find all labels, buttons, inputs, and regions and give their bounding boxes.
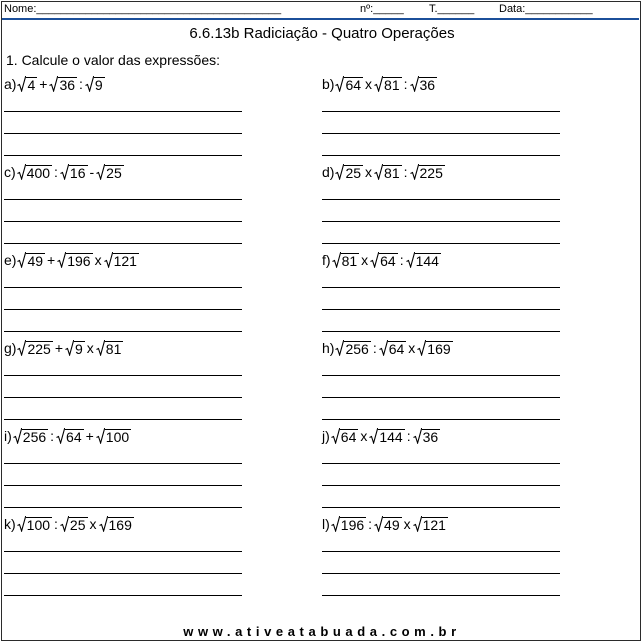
- radicand: 64: [340, 429, 357, 445]
- answer-line[interactable]: [322, 507, 560, 508]
- radical-icon: [413, 516, 422, 532]
- operator: :: [403, 164, 408, 180]
- answer-line[interactable]: [4, 507, 242, 508]
- exercise-label: d): [322, 164, 335, 180]
- expression: [322, 162, 445, 180]
- radical-icon: [96, 340, 105, 356]
- exercise-label: f): [322, 252, 331, 268]
- square-root: [104, 252, 139, 268]
- square-root: [57, 252, 92, 268]
- operator: x: [89, 516, 97, 532]
- radical-icon: [96, 428, 105, 444]
- operator: :: [54, 516, 58, 532]
- answer-line[interactable]: [4, 595, 242, 596]
- answer-line[interactable]: [322, 485, 560, 486]
- radical-icon: [85, 76, 94, 92]
- operator: +: [39, 76, 48, 92]
- radicand: 64: [388, 341, 405, 357]
- radicand: 121: [422, 517, 446, 533]
- radicand: 225: [27, 341, 51, 357]
- exercise-item: [322, 74, 562, 156]
- radicand: 144: [415, 253, 439, 269]
- radicand: 64: [66, 429, 82, 445]
- square-root: [17, 76, 37, 92]
- radicand: 9: [75, 341, 83, 357]
- square-root: [374, 76, 402, 92]
- radical-icon: [332, 252, 341, 268]
- operator: -: [89, 164, 95, 180]
- expression: [322, 338, 453, 356]
- radical-icon: [331, 428, 340, 444]
- radicand: 196: [340, 517, 365, 533]
- exercise-item: [322, 162, 562, 244]
- square-root: [60, 516, 88, 532]
- answer-line[interactable]: [4, 243, 242, 244]
- answer-line[interactable]: [322, 133, 560, 134]
- radicand: 36: [422, 429, 439, 445]
- radicand: 16: [69, 165, 86, 181]
- exercise-item: [322, 338, 562, 420]
- expression: [4, 250, 139, 268]
- square-root: [85, 76, 105, 92]
- answer-line[interactable]: [322, 419, 560, 420]
- operator: x: [403, 516, 411, 532]
- expression: [4, 338, 123, 356]
- square-root: [49, 76, 77, 92]
- square-root: [335, 164, 363, 180]
- operator: :: [50, 428, 55, 444]
- answer-line[interactable]: [4, 155, 242, 156]
- expression: [4, 426, 131, 444]
- exercise-item: [322, 250, 562, 332]
- operator: x: [365, 164, 373, 180]
- operator: :: [399, 252, 404, 268]
- square-root: [379, 340, 407, 356]
- operator: :: [368, 516, 373, 532]
- answer-line[interactable]: [322, 595, 560, 596]
- square-root: [96, 164, 124, 180]
- class-field: T.______: [429, 3, 475, 15]
- exercise-item: [4, 338, 244, 420]
- expression: [322, 426, 440, 444]
- answer-line[interactable]: [322, 551, 560, 552]
- operator: x: [408, 340, 416, 356]
- radicand: 400: [26, 165, 51, 181]
- radicand: 144: [379, 429, 403, 445]
- exercise-label: i): [4, 428, 12, 444]
- radicand: 169: [427, 341, 451, 357]
- answer-line[interactable]: [322, 243, 560, 244]
- answer-line[interactable]: [322, 309, 560, 310]
- instruction-text: 1. Calcule o valor das expressões:: [6, 52, 220, 68]
- square-root: [96, 340, 124, 356]
- radical-icon: [17, 76, 26, 92]
- expression: [322, 514, 448, 532]
- radical-icon: [374, 164, 383, 180]
- answer-line[interactable]: [4, 133, 242, 134]
- radicand: 225: [419, 165, 443, 181]
- radicand: 9: [94, 77, 103, 93]
- radicand: 25: [106, 165, 122, 181]
- answer-line[interactable]: [322, 111, 560, 112]
- radical-icon: [335, 340, 344, 356]
- square-root: [65, 340, 85, 356]
- answer-line[interactable]: [322, 199, 560, 200]
- square-root: [56, 428, 84, 444]
- radical-icon: [17, 252, 26, 268]
- expression: [4, 162, 124, 180]
- square-root: [96, 428, 131, 444]
- radical-icon: [57, 252, 66, 268]
- square-root: [99, 516, 134, 532]
- exercise-item: [322, 514, 562, 596]
- radical-icon: [56, 428, 65, 444]
- header-rule: [2, 18, 639, 20]
- square-root: [374, 164, 402, 180]
- expression: [4, 74, 105, 92]
- operator: x: [94, 252, 102, 268]
- answer-line[interactable]: [322, 375, 560, 376]
- square-root: [410, 164, 445, 180]
- radicand: 64: [345, 77, 362, 93]
- answer-line[interactable]: [4, 199, 242, 200]
- exercise-label: j): [322, 428, 330, 444]
- radicand: 100: [26, 517, 51, 533]
- square-root: [413, 428, 441, 444]
- radical-icon: [60, 516, 69, 532]
- radicand: 36: [419, 77, 436, 93]
- radical-icon: [13, 428, 22, 444]
- footer-url: www.ativeatabuada.com.br: [183, 624, 461, 639]
- square-root: [60, 164, 88, 180]
- exercise-label: e): [4, 252, 17, 268]
- radicand: 36: [59, 77, 76, 93]
- page-title: 6.6.13b Radiciação - Quatro Operações: [189, 25, 455, 42]
- exercise-label: g): [4, 340, 17, 356]
- header-fields: [4, 2, 638, 18]
- radical-icon: [96, 164, 105, 180]
- square-root: [413, 516, 448, 532]
- operator: +: [47, 252, 56, 268]
- radicand: 121: [113, 253, 137, 269]
- answer-line[interactable]: [4, 573, 242, 574]
- square-root: [335, 76, 363, 92]
- square-root: [17, 340, 52, 356]
- radicand: 4: [27, 77, 36, 93]
- radical-icon: [370, 252, 379, 268]
- radicand: 256: [345, 341, 369, 357]
- answer-line[interactable]: [4, 463, 242, 464]
- radical-icon: [406, 252, 415, 268]
- answer-line[interactable]: [322, 331, 560, 332]
- exercise-item: [322, 426, 562, 508]
- square-root: [370, 252, 398, 268]
- operator: x: [360, 428, 368, 444]
- operator: :: [79, 76, 83, 92]
- radical-icon: [335, 164, 344, 180]
- square-root: [13, 428, 48, 444]
- exercise-label: l): [322, 516, 330, 532]
- answer-line[interactable]: [4, 485, 242, 486]
- answer-line[interactable]: [4, 309, 242, 310]
- answer-line[interactable]: [4, 419, 242, 420]
- answer-line[interactable]: [322, 287, 560, 288]
- square-root: [369, 428, 404, 444]
- radicand: 64: [380, 253, 396, 269]
- radicand: 81: [341, 253, 358, 269]
- radical-icon: [49, 76, 58, 92]
- radical-icon: [413, 428, 422, 444]
- square-root: [332, 252, 360, 268]
- expression: [4, 514, 134, 532]
- exercise-item: [4, 74, 244, 156]
- radical-icon: [417, 340, 426, 356]
- radicand: 25: [345, 165, 362, 181]
- operator: +: [85, 428, 94, 444]
- radicand: 49: [27, 253, 44, 269]
- operator: :: [54, 164, 58, 180]
- exercise-label: k): [4, 516, 16, 532]
- answer-line[interactable]: [322, 397, 560, 398]
- radical-icon: [104, 252, 113, 268]
- radicand: 81: [105, 341, 122, 357]
- radical-icon: [99, 516, 108, 532]
- square-root: [331, 516, 366, 532]
- answer-line[interactable]: [4, 287, 242, 288]
- operator: :: [372, 340, 377, 356]
- name-field: Nome:________________________________________: [4, 3, 282, 15]
- answer-line[interactable]: [322, 221, 560, 222]
- expression: [322, 74, 437, 92]
- exercise-label: a): [4, 76, 17, 92]
- operator: x: [365, 76, 373, 92]
- radical-icon: [17, 340, 26, 356]
- radicand: 25: [69, 517, 86, 533]
- square-root: [335, 340, 370, 356]
- answer-line[interactable]: [322, 573, 560, 574]
- square-root: [17, 516, 52, 532]
- radical-icon: [17, 164, 26, 180]
- answer-line[interactable]: [322, 463, 560, 464]
- radicand: 81: [384, 165, 400, 181]
- operator: +: [54, 340, 63, 356]
- exercise-label: b): [322, 76, 335, 92]
- square-root: [374, 516, 402, 532]
- answer-line[interactable]: [322, 155, 560, 156]
- exercise-item: [4, 426, 244, 508]
- radicand: 81: [384, 77, 400, 93]
- answer-line[interactable]: [4, 221, 242, 222]
- radical-icon: [335, 76, 344, 92]
- answer-line[interactable]: [4, 551, 242, 552]
- radical-icon: [374, 516, 383, 532]
- answer-line[interactable]: [4, 375, 242, 376]
- date-field: Data:___________: [499, 3, 593, 15]
- radicand: 256: [22, 429, 47, 445]
- operator: :: [403, 76, 408, 92]
- radical-icon: [369, 428, 378, 444]
- radical-icon: [331, 516, 340, 532]
- radical-icon: [410, 76, 419, 92]
- answer-line[interactable]: [4, 397, 242, 398]
- exercise-label: h): [322, 340, 335, 356]
- exercise-label: c): [4, 164, 16, 180]
- radicand: 196: [67, 253, 91, 269]
- square-root: [331, 428, 359, 444]
- radicand: 49: [384, 517, 400, 533]
- operator: x: [361, 252, 369, 268]
- answer-line[interactable]: [4, 331, 242, 332]
- radicand: 100: [105, 429, 130, 445]
- exercise-item: [4, 162, 244, 244]
- radical-icon: [379, 340, 388, 356]
- radical-icon: [65, 340, 74, 356]
- exercise-item: [4, 250, 244, 332]
- answer-line[interactable]: [4, 111, 242, 112]
- exercise-item: [4, 514, 244, 596]
- square-root: [417, 340, 452, 356]
- radical-icon: [17, 516, 26, 532]
- square-root: [406, 252, 441, 268]
- square-root: [17, 164, 52, 180]
- operator: :: [406, 428, 411, 444]
- radical-icon: [60, 164, 69, 180]
- radical-icon: [374, 76, 383, 92]
- operator: x: [86, 340, 94, 356]
- square-root: [410, 76, 438, 92]
- radical-icon: [410, 164, 419, 180]
- number-field: nº:_____: [360, 3, 404, 15]
- expression: [322, 250, 441, 268]
- square-root: [17, 252, 45, 268]
- radicand: 169: [108, 517, 132, 533]
